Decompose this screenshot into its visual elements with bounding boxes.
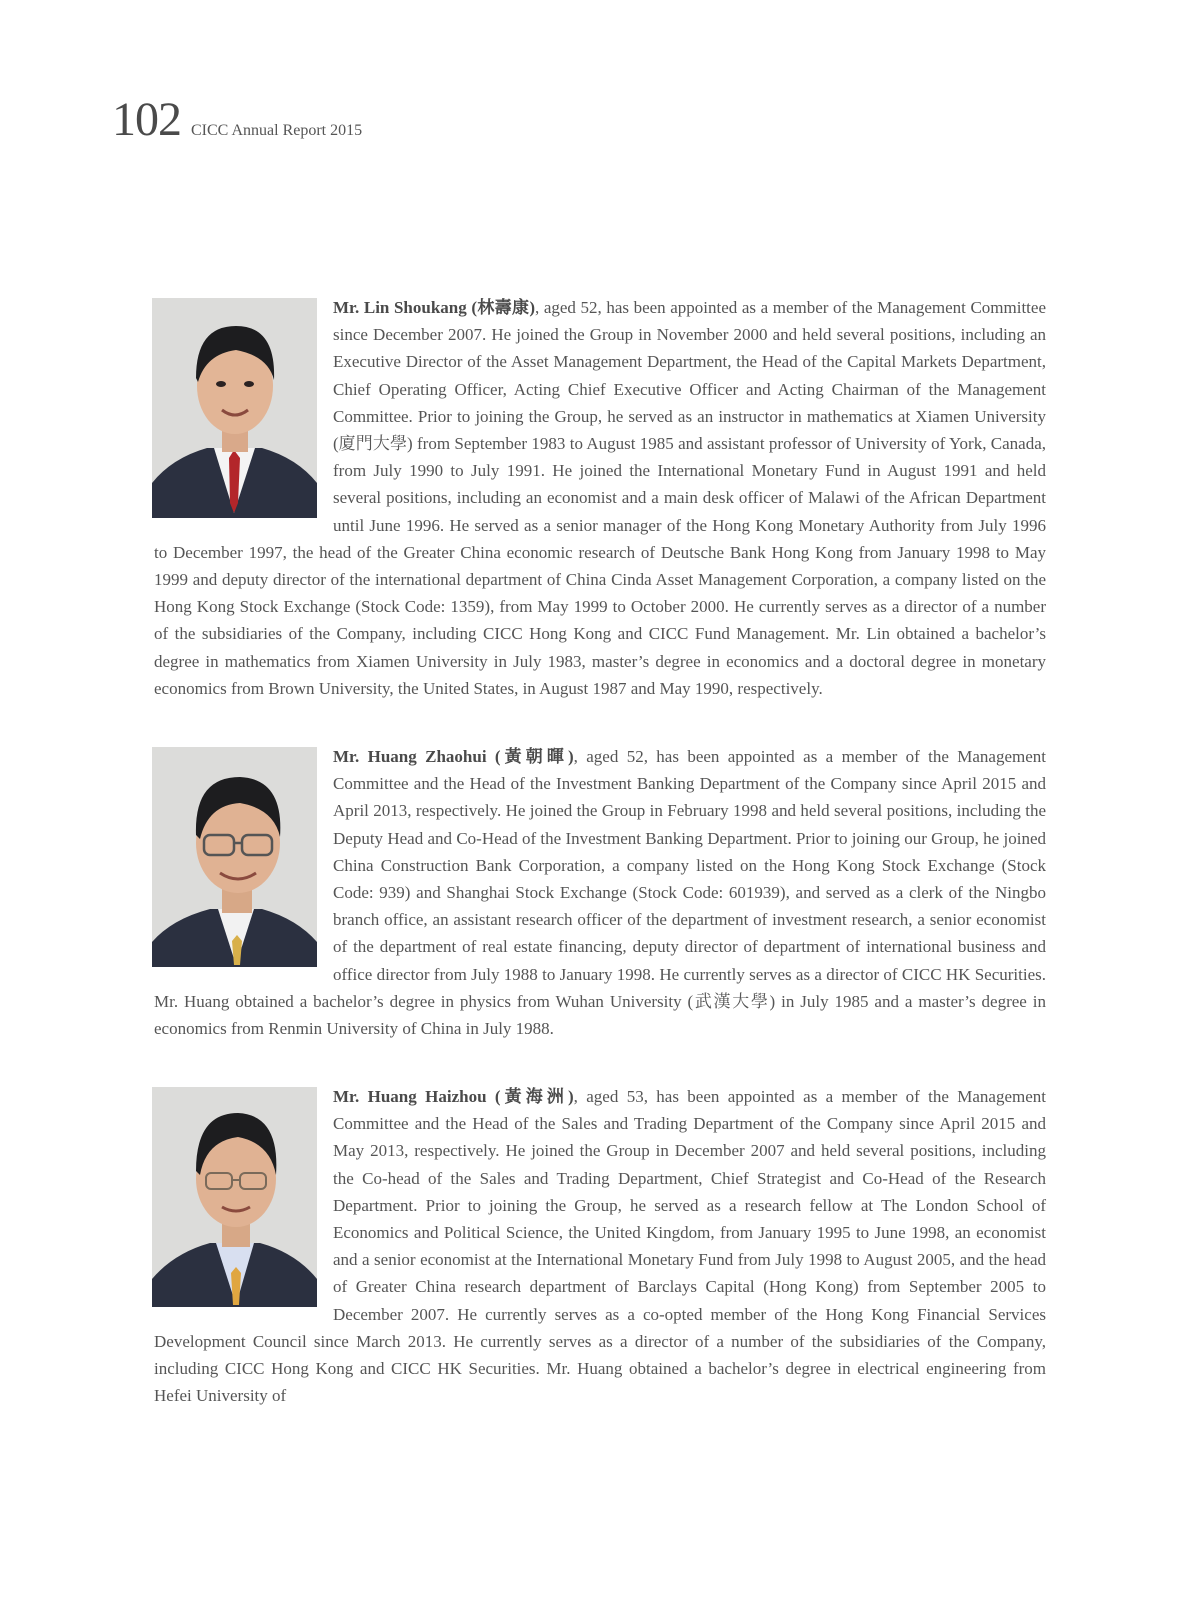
person-chinese-name: (林壽康) (471, 298, 535, 317)
person-chinese-name: (黃海洲) (494, 1087, 574, 1106)
page-header (112, 92, 362, 152)
portrait-photo-lin-shoukang (152, 298, 317, 518)
bio-huang-zhaohui (154, 743, 1046, 1042)
person-name: Mr. Huang Zhaohui (333, 747, 487, 766)
report-title: CICC Annual Report 2015 (191, 122, 363, 139)
bio-huang-haizhou (154, 1083, 1046, 1409)
bio-text: , aged 52, has been appointed as a member of the Management Committee and the Head of the Investment Banking Department of the Company since April 2015 and April 2013, respectively. He joined the Group in February 1998 and held several positions, including the Deputy Head and Co-Head of the Investment Banking Department. Prior to joining our Group, he joined China Construction Bank Corporation, a company listed on the Hong Kong Stock Exchange (Stock Code: 939) and Shanghai Stock Exchange (Stock Code: 601939), and served as a clerk of the Ningbo branch office, an assistant research officer of the department of investment research, a senior economist of the department of real estate financing, deputy director of department of international business and office director from July 1988 to January 1998. He currently serves as a director of CICC HK Securities. Mr. Huang obtained a bachelor’s degree in physics from Wuhan University (武漢大學) in July 1985 and a master’s degree in economics from Renmin University of China in July 1988. (154, 747, 1047, 1039)
portrait-photo-huang-haizhou (152, 1087, 317, 1307)
person-name: Mr. Lin Shoukang (333, 298, 467, 317)
bio-text: , aged 52, has been appointed as a member of the Management Committee since December 2007. He joined the Group in November 2000 and held several positions, including an Executive Director of the Asset Management Department, the Head of the Capital Markets Department, Chief Operating Officer, Acting Chief Executive Officer and Acting Chairman of the Management Committee. Prior to joining the Group, he served as an instructor in mathematics at Xiamen University (廈門大學) from September 1983 to August 1985 and assistant professor of University of York, Canada, from July 1990 to July 1991. He joined the International Monetary Fund in August 1991 and held several positions, including an economist and a main desk officer of Malawi of the African Department until June 1996. He served as a senior manager of the Hong Kong Monetary Authority from July 1996 to December 1997, the head of the Greater China economic research of Deutsche Bank Hong Kong from January 1998 to May 1999 and deputy director of the international department of China Cinda Asset Management Corporation, a company listed on the Hong Kong Stock Exchange (Stock Code: 1359), from May 1999 to October 2000. He currently serves as a director of a number of the subsidiaries of the Company, including CICC Hong Kong and CICC Fund Management. Mr. Lin obtained a bachelor’s degree in mathematics from Xiamen University in July 1983, master’s degree in economics and a doctoral degree in monetary economics from Brown University, the United States, in August 1987 and May 1990, respectively. (154, 298, 1047, 698)
portrait-photo-icon (152, 298, 317, 518)
bio-lin-shoukang (154, 294, 1046, 702)
portrait-photo-huang-zhaohui (152, 747, 317, 967)
page-number: 102 (112, 93, 181, 146)
portrait-photo-icon (152, 747, 317, 967)
bio-text: , aged 53, has been appointed as a member of the Management Committee and the Head of the Sales and Trading Department of the Company since April 2015 and May 2013, respectively. He joined the Group in December 2007 and held several positions, including the Co-head of the Sales and Trading Department, Chief Strategist and Co-Head of the Research Department. Prior to joining the Group, he served as a research fellow at The London School of Economics and Political Science, the United Kingdom, from January 1995 to June 1998, an economist and a senior economist at the International Monetary Fund from July 1998 to August 2005, and the head of Greater China research department of Barclays Capital (Hong Kong) from September 2005 to December 2007. He currently serves as a co-opted member of the Hong Kong Financial Services Development Council since March 2013. He currently serves as a director of a number of the subsidiaries of the Company, including CICC Hong Kong and CICC HK Securities. Mr. Huang obtained a bachelor’s degree in electrical engineering from Hefei University of (154, 1087, 1046, 1406)
person-chinese-name: (黃朝暉) (494, 747, 574, 766)
portrait-photo-icon (152, 1087, 317, 1307)
person-name: Mr. Huang Haizhou (333, 1087, 487, 1106)
